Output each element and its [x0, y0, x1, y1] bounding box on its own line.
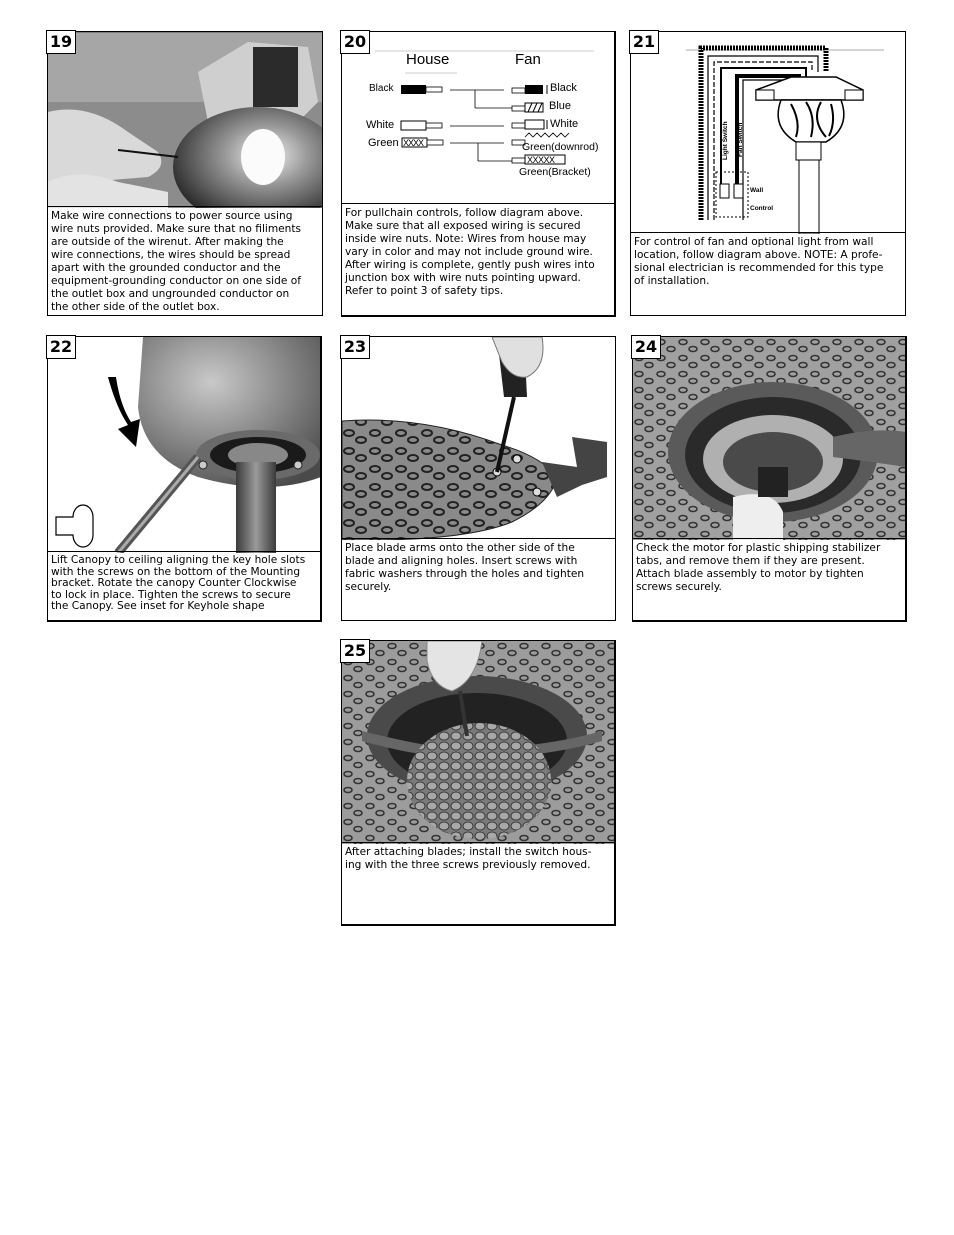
- step-25-photo: [342, 641, 614, 844]
- step-number: 21: [629, 30, 659, 54]
- house-header: House: [406, 51, 450, 68]
- svg-text:XXXX: XXXX: [403, 138, 424, 148]
- step-24-photo: [633, 337, 905, 540]
- fan-black-label: Black: [550, 82, 577, 94]
- light-switch-label: Light Switch: [722, 121, 729, 160]
- fan-white-label: White: [550, 118, 579, 130]
- step-23-panel: [341, 336, 616, 621]
- step-23-caption: Place blade arms onto the other side of the blade and aligning holes. Insert screws with fabric washers through the holes and tighten securely.: [342, 538, 615, 620]
- wall-label: Wall: [750, 187, 764, 194]
- step-25-panel: [341, 640, 616, 926]
- step-25-caption: After attaching blades; install the switch hous- ing with the three screws previously removed.: [342, 842, 614, 924]
- step-24-panel: [632, 336, 907, 622]
- step-19-panel: [47, 31, 323, 316]
- fan-blue-label: Blue: [549, 100, 572, 112]
- step-19-caption: Make wire connections to power source using wire nuts provided. Make sure that no filiments are outside of the wirenut. After making the wire connections, the wires should be spread apart with the grounded conductor and the equipment-grounding conductor on one side of the outlet box and ungrounded conductor on the other side of the outlet box.: [48, 206, 322, 315]
- step-number: 19: [46, 30, 76, 54]
- fan-header: Fan: [515, 51, 541, 68]
- step-20-panel: [341, 31, 616, 317]
- svg-text:XXXXX: XXXXX: [527, 155, 555, 165]
- house-black-label: Black: [369, 83, 394, 94]
- step-21-panel: [630, 31, 906, 316]
- house-white-label: White: [366, 119, 395, 131]
- wall-switch-diagram: [631, 32, 905, 234]
- control-label: Control: [750, 205, 774, 212]
- step-number: 20: [340, 30, 370, 54]
- step-22-panel: [47, 336, 322, 622]
- step-21-caption: For control of fan and optional light from wall location, follow diagram above. NOTE: A profe- sional electrician is recommended for this type of installation.: [631, 232, 905, 315]
- step-number: 24: [631, 335, 661, 359]
- step-22-photo: [48, 337, 320, 553]
- house-green-label: Green: [368, 137, 399, 149]
- step-20-caption: For pullchain controls, follow diagram above. Make sure that all exposed wiring is secured inside wire nuts. Note: Wires from house may vary in color and may not include ground wire. After wiring is complete, gently push wires into junction box with wire nuts pointing upward. Refer to point 3 of safety tips.: [342, 203, 614, 315]
- step-number: 23: [340, 335, 370, 359]
- step-24-caption: Check the motor for plastic shipping stabilizer tabs, and remove them if they are present. Attach blade assembly to motor by tighten screws securely.: [633, 538, 905, 620]
- wiring-diagram: [342, 32, 614, 204]
- step-number: 25: [340, 639, 370, 663]
- step-number: 22: [46, 335, 76, 359]
- step-22-caption: Lift Canopy to ceiling aligning the key hole slots with the screws on the bottom of the Mounting bracket. Rotate the canopy Counter Clockwise to lock in place. Tighten the screws to secure the Canopy. See inset for Keyhole shape: [48, 551, 320, 620]
- fan-switch-label: Fan Switch: [737, 122, 744, 157]
- fan-green-downrod-label: Green(downrod): [522, 141, 599, 153]
- fan-green-bracket-label: Green(Bracket): [519, 166, 591, 178]
- step-19-photo: [48, 32, 322, 208]
- step-23-photo: [342, 337, 615, 540]
